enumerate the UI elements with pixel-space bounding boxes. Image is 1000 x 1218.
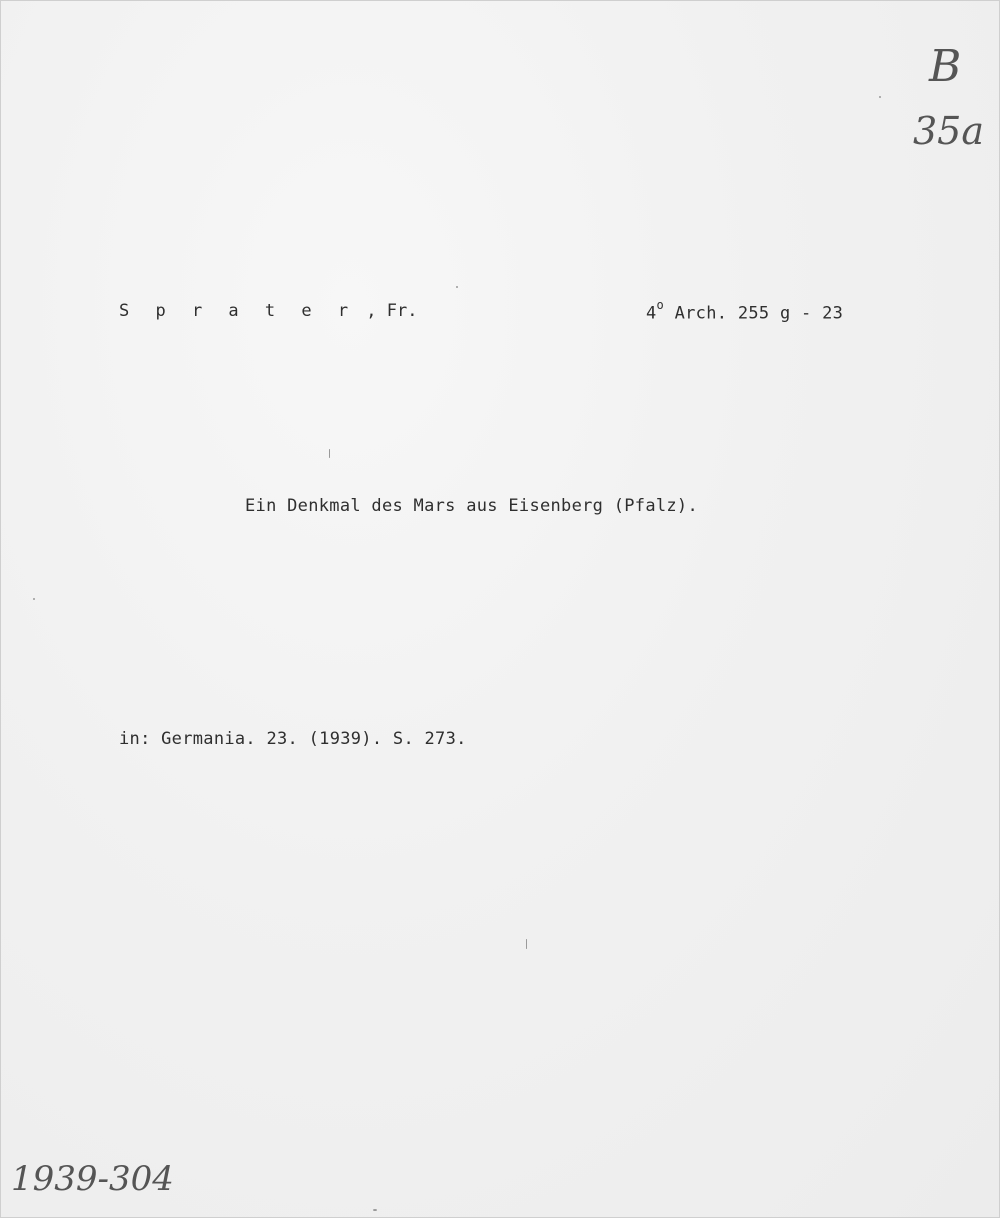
paper-speck xyxy=(456,286,458,288)
paper-speck xyxy=(329,449,330,458)
shelfmark-call-number: Arch. 255 g - 23 xyxy=(664,303,844,324)
author-name: S p r a t e r xyxy=(119,301,357,321)
shelfmark-degree: o xyxy=(656,298,665,312)
handwritten-corner-letter: B xyxy=(929,41,962,92)
paper-speck xyxy=(526,939,527,949)
author-initials: , Fr. xyxy=(356,301,418,321)
handwritten-inventory-number: 1939-304 xyxy=(11,1159,174,1199)
paper-speck xyxy=(879,96,881,98)
paper-speck xyxy=(33,598,35,600)
paper-speck xyxy=(373,1209,377,1211)
publication-source: in: Germania. 23. (1939). S. 273. xyxy=(119,729,467,749)
publication-title: Ein Denkmal des Mars aus Eisenberg (Pfalz). xyxy=(245,496,698,516)
author-line xyxy=(119,301,417,321)
handwritten-corner-number: 35a xyxy=(913,109,985,153)
shelfmark-format: 4 xyxy=(646,303,657,324)
shelfmark xyxy=(646,298,844,324)
